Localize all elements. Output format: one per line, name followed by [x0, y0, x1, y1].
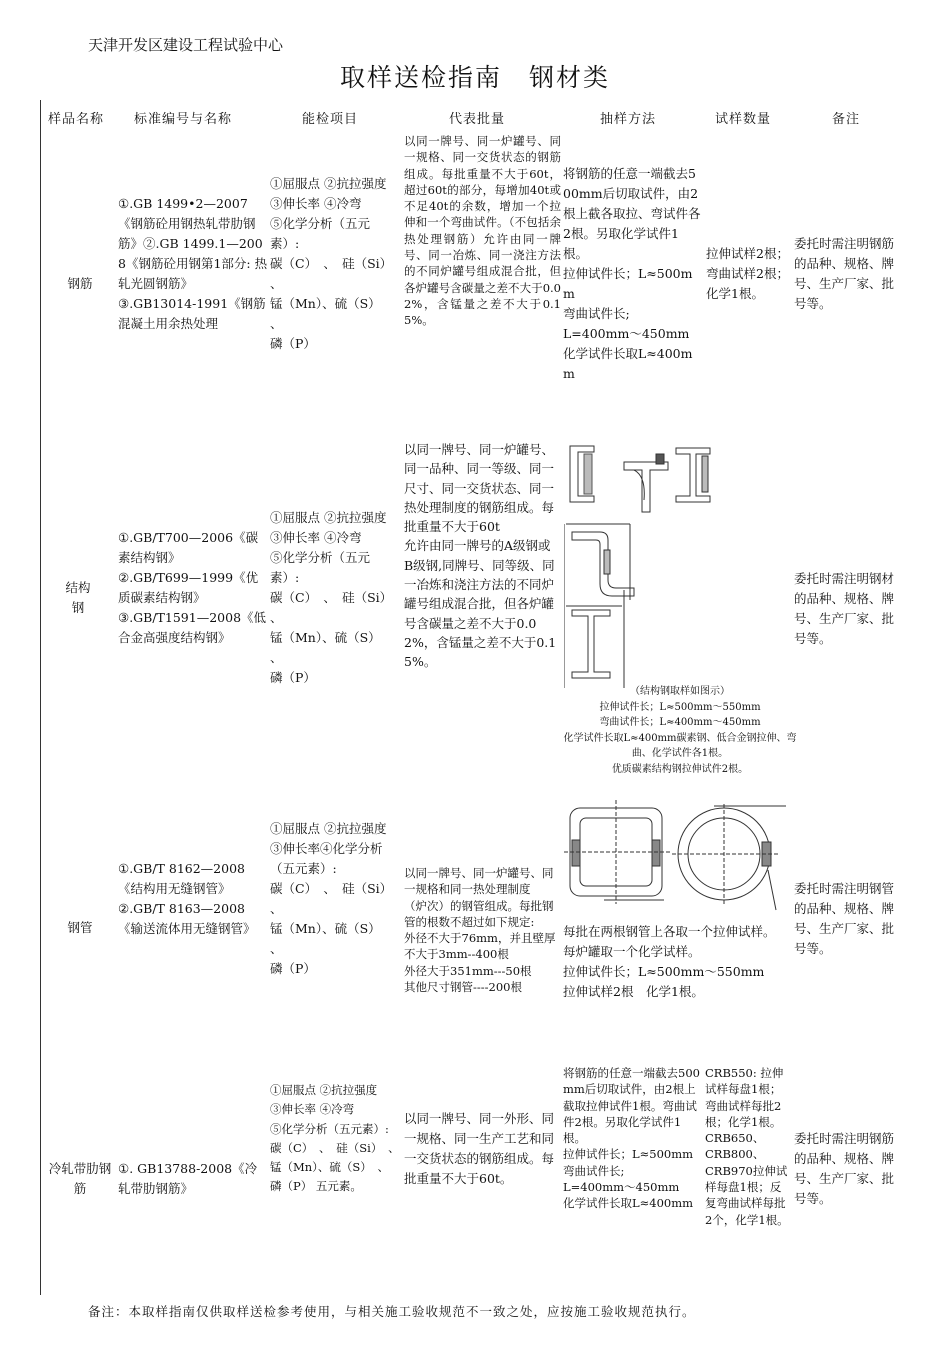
channel-profile-icon [570, 446, 594, 502]
row-batch: 以同一牌号、同一炉罐号、同一规格和同一热处理制度 （炉次）的钢管组成。每批钢管的根数不超过如下规定: 外径不大于76mm，并且壁厚不大于3mm--400根 外径大于351mm---50根 其他尺寸钢管----200根 [404, 866, 556, 995]
row-method: 每批在两根钢管上各取一个拉伸试样。 每炉罐取一个化学试样。 拉伸试件长；L≈500mm～550mm 拉伸试样2根 化学1根。 [563, 924, 776, 999]
header-batch: 代表批量 [449, 112, 506, 127]
header-remark: 备注 [832, 112, 861, 127]
row-batch: 以同一牌号、同一外形、同一规格、同一生产工艺和同一交货状态的钢筋组成。每批重量不大于60t。 [404, 1111, 555, 1186]
h-beam-profile-icon [566, 590, 624, 688]
row-name: 冷轧带肋钢筋 [48, 1161, 112, 1196]
structural-steel-sample-figure [564, 440, 714, 690]
row-remark: 委托时需注明钢筋的品种、规格、牌号、生产厂家、批号等。 [794, 1131, 895, 1206]
header-method: 抽样方法 [600, 112, 657, 127]
header-standard: 标准编号与名称 [134, 112, 233, 127]
org-name: 天津开发区建设工程试验中心 [88, 36, 284, 54]
i-beam-profile-icon [676, 448, 710, 502]
row-standard: ①.GB/T 8162—2008《结构用无缝钢管》 ②.GB/T 8163—2008《输送流体用无缝钢管》 [118, 861, 256, 936]
row-method: 将钢筋的任意一端截去500mm后切取试件，由2根上截取拉伸试件1根。弯曲试件2根。另取化学试件1根。 拉伸试件长；L≈500mm 弯曲试件长; L=400mm～450mm 化学试件长取L≈400mm [563, 1066, 700, 1211]
steel-pipe-sample-figure [564, 800, 790, 918]
row-standard: ①. GB13788-2008《冷轧带肋钢筋》 [118, 1161, 258, 1196]
row-qty: 拉伸试样2根；弯曲试样2根；化学1根。 [706, 246, 789, 301]
row-name: 钢管 [67, 920, 93, 935]
row-batch: 以同一牌号、同一炉罐号、同一规格、同一交货状态的钢筋组成。每批重量不大于60t，超过60t的部分，每增加40t或不足40t的余数，增加一个拉伸和一个弯曲试件。（不包括余热处理钢筋）允许由同一牌号、同一冶炼、同一浇注方法的不同炉罐号组成混合批，但各炉罐号含碳量之差不大于0.02%，含锰量之差不大于0.15%。 [404, 134, 561, 328]
row-method: 将钢筋的任意一端截去500mm后切取试件，由2根上截各取拉、弯试件各2根。另取化学试件1根。 拉伸试件长；L≈500mm 弯曲试件长; L=400mm～450mm 化学试件长取L≈400mm [563, 166, 701, 381]
row-items: ①屈服点 ②抗拉强度 ③伸长率 ④冷弯 ⑤化学分析（五元素）: 碳（C） 、 硅（Si） 、 锰（Mn）、硫（S） 、 磷（P） 五元素。 [270, 1083, 400, 1194]
row-items: ①屈服点 ②抗拉强度 ③伸长率④化学分析（五元素）: 碳（C） 、 硅（Si） 、 锰（Mn）、硫（S） 、 磷（P） [270, 821, 387, 976]
figure-caption: （结构钢取样如图示） 拉伸试件长；L≈500mm～550mm 弯曲试件长；L≈400mm～450mm 化学试件长取L≈400mm碳素钢、低合金钢拉伸、弯曲、化学试件各1根。 优质碳素结构钢拉伸试件2根。 [563, 686, 797, 775]
row-standard: ①.GB 1499•2—2007《钢筋砼用钢热轧带肋钢筋》②.GB 1499.1—2008《钢筋砼用钢第1部分: 热轧光圆钢筋》 ③.GB13014-1991《钢筋混凝土用余热处理 [118, 196, 268, 331]
row-name: 结构钢 [65, 580, 91, 615]
round-pipe-section-icon [672, 804, 786, 910]
footer-note: 备注：本取样指南仅供取样送检参考使用，与相关施工验收规范不一致之处，应按施工验收规范执行。 [88, 1304, 696, 1319]
row-batch: 以同一牌号、同一炉罐号、同一品种、同一等级、同一尺寸、同一交货状态、同一热处理制度的钢筋组成。每批重量不大于60t 允许由同一牌号的A级钢或B级钢,同牌号、同等级、同一冶炼和浇注方法的不同炉罐号组成混合批，但各炉罐号含碳量之差不大于0.02%，含锰量之差不大于0.15%。 [404, 442, 557, 670]
row-remark: 委托时需注明钢筋的品种、规格、牌号、生产厂家、批号等。 [794, 236, 895, 311]
row-qty: CRB550: 拉伸试样每盘1根；弯曲试样每批2根；化学1根。 CRB650、 CRB800、 CRB970拉伸试样每盘1根；反复弯曲试样每批2个，化学1根。 [705, 1066, 789, 1227]
row-remark: 委托时需注明钢材的品种、规格、牌号、生产厂家、批号等。 [794, 571, 895, 646]
bent-channel-profile-icon [572, 532, 634, 596]
table-left-border [40, 100, 41, 1295]
angle-profile-icon [624, 454, 668, 512]
row-name: 钢筋 [67, 276, 93, 291]
row-remark: 委托时需注明钢管的品种、规格、牌号、生产厂家、批号等。 [794, 881, 895, 956]
header-items: 能检项目 [302, 112, 359, 127]
row-items: ①屈服点 ②抗拉强度 ③伸长率 ④冷弯 ⑤化学分析（五元素）: 碳（C） 、 硅（Si） 、 锰（Mn）、硫（S） 、 磷（P） [270, 510, 387, 685]
row-standard: ①.GB/T700—2006《碳素结构钢》 ②.GB/T699—1999《优质碳素结构钢》 ③.GB/T1591—2008《低合金高强度结构钢》 [118, 530, 267, 645]
row-items: ①屈服点 ②抗拉强度 ③伸长率 ④冷弯 ⑤化学分析（五元素）: 碳（C） 、 硅（Si） 、 锰（Mn）、硫（S） 、 磷（P） [270, 176, 387, 351]
header-name: 样品名称 [48, 112, 105, 127]
page-title: 取样送检指南 钢材类 [339, 63, 610, 92]
header-qty: 试样数量 [715, 112, 772, 127]
square-pipe-section-icon [564, 800, 670, 904]
